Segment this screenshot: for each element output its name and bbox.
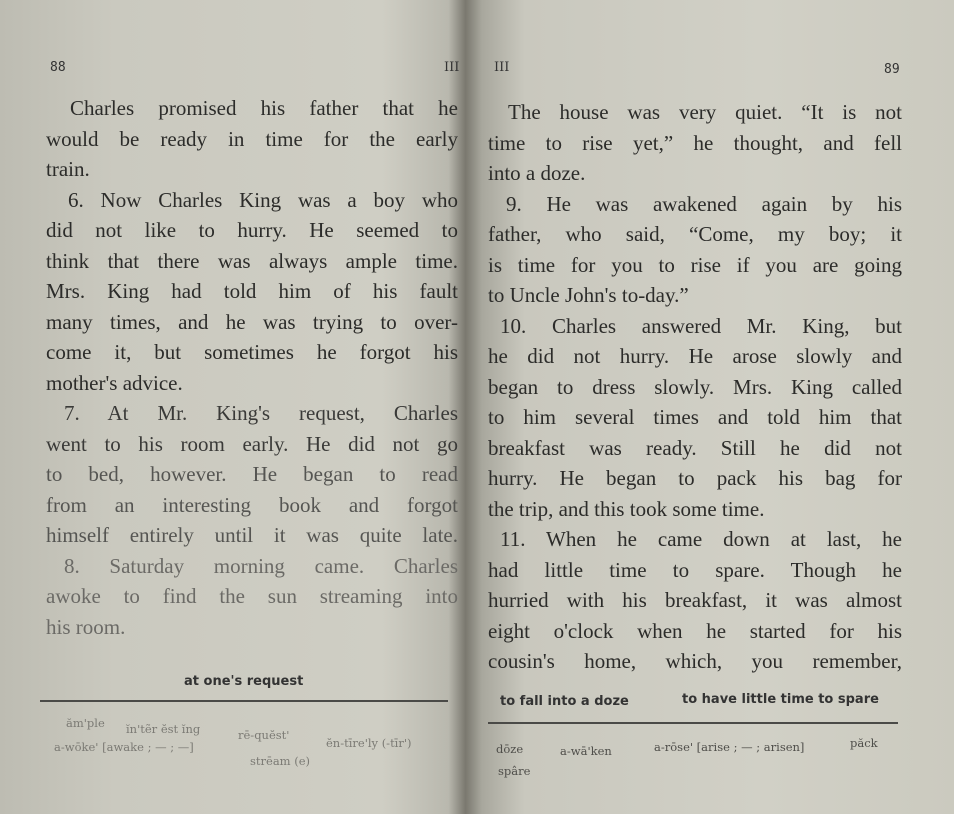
left-chapter-number: III (444, 60, 460, 75)
paragraph-7-start: 7. At Mr. King's request, Charles (64, 401, 458, 425)
text-line: think that there was always ample time. (46, 248, 458, 273)
pron-pack: păck (850, 736, 878, 750)
right-phrase-note-2: to have little time to spare (682, 692, 879, 707)
text-line: to Uncle John's to-day.” (488, 283, 689, 307)
text-line: is time for you to rise if you are going (488, 252, 902, 277)
text-line: from an interesting book and forgot (46, 492, 458, 517)
pron-interesting: ĭn'tẽr ĕst ĭng (126, 722, 201, 736)
left-page-number: 88 (50, 60, 66, 75)
text-line: Mrs. King had told him of his fault (46, 279, 458, 303)
text-line: the trip, and this took some time. (488, 496, 765, 521)
pron-awaken: a-wā'ken (560, 744, 612, 758)
pron-doze: dōze (496, 742, 524, 756)
text-line: he did not hurry. He arose slowly and (488, 344, 902, 368)
footnote-rule (488, 722, 898, 724)
text-line: train. (46, 157, 90, 181)
text-line: awoke to find the sun streaming into (46, 584, 458, 608)
text-line: did not like to hurry. He seemed to (46, 218, 458, 242)
text-line: hurry. He began to pack his bag for (488, 466, 902, 490)
text-line: himself entirely until it was quite late. (46, 523, 458, 547)
paragraph-6-start: 6. Now Charles King was a boy who (68, 187, 458, 212)
text-line: began to dress slowly. Mrs. King called (488, 374, 902, 399)
text-line: father, who said, “Come, my boy; it (488, 222, 902, 246)
paragraph-10-start: 10. Charles answered Mr. King, but (500, 313, 902, 338)
text-line: breakfast was ready. Still he did not (488, 435, 902, 460)
pron-request: rē-quĕst' (238, 728, 290, 742)
right-phrase-note-1: to fall into a doze (500, 694, 629, 709)
text-line: to him several times and told him that (488, 405, 902, 429)
paragraph-11-start: 11. When he came down at last, he (500, 527, 902, 551)
right-page-number: 89 (884, 62, 900, 77)
text-line: would be ready in time for the early (46, 126, 458, 151)
text-line: time to rise yet,” he thought, and fell (488, 130, 902, 155)
text-line: The house was very quiet. “It is not (508, 100, 902, 124)
text-line: his room. (46, 614, 126, 639)
footnote-rule (40, 700, 448, 702)
right-chapter-number: III (494, 60, 510, 75)
left-phrase-note: at one's request (184, 674, 304, 689)
text-line: to bed, however. He began to read (46, 462, 458, 486)
left-body-text (46, 93, 458, 642)
paragraph-9-start: 9. He was awakened again by his (506, 191, 902, 216)
text-line: cousin's home, which, you remember, (488, 649, 902, 673)
pron-arose: a-rōse' [arise ; — ; arisen] (654, 740, 805, 754)
text-line: had little time to spare. Though he (488, 557, 902, 582)
pron-entirely: ĕn-tīre'ly (-tīr') (326, 736, 412, 750)
right-page (478, 0, 954, 814)
right-body-text (488, 97, 902, 677)
text-line: many times, and he was trying to over- (46, 309, 458, 334)
text-line: mother's advice. (46, 370, 183, 395)
text-line: eight o'clock when he started for his (488, 618, 902, 643)
pron-streaming: strēam (e) (250, 754, 311, 768)
pron-ample: ăm'ple (66, 716, 105, 730)
text-line: come it, but sometimes he forgot his (46, 340, 458, 364)
pron-awoke: a-wōke' [awake ; — ; —] (54, 740, 194, 754)
text-line: Charles promised his father that he (70, 96, 458, 120)
text-line: went to his room early. He did not go (46, 431, 458, 456)
text-line: into a doze. (488, 161, 586, 185)
left-page (0, 0, 470, 814)
pron-spare: spâre (498, 764, 531, 778)
text-line: hurried with his breakfast, it was almost (488, 588, 902, 612)
paragraph-8-start: 8. Saturday morning came. Charles (64, 553, 458, 578)
